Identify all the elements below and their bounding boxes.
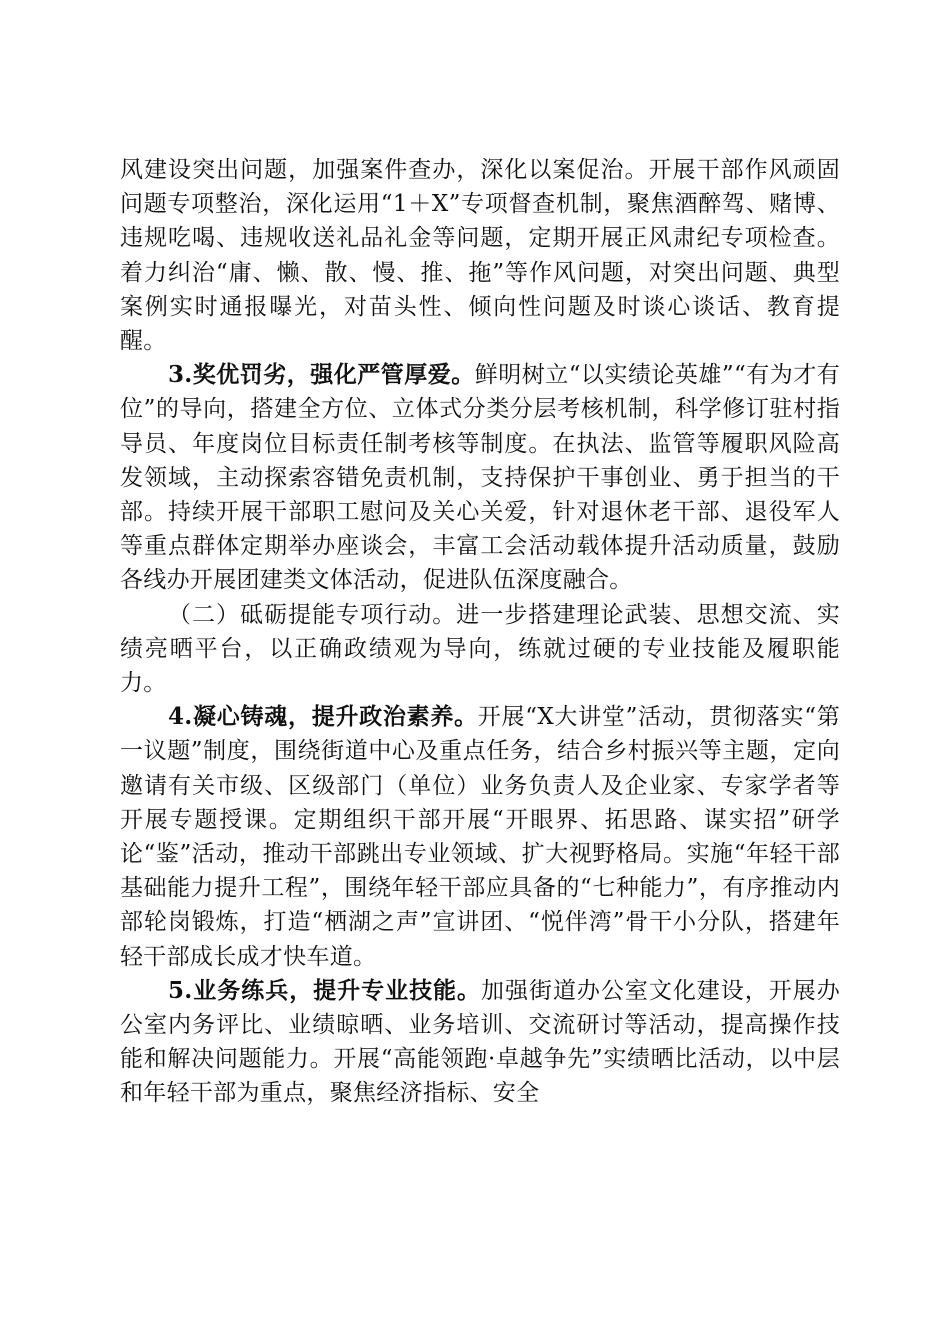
- paragraph-item-3: [120, 358, 840, 597]
- item-3-heading: 3.奖优罚劣，强化严管厚爱。: [168, 361, 475, 389]
- paragraph-item-5: [120, 974, 840, 1111]
- item-4-body: 开展“X大讲堂”活动，贯彻落实“第一议题”制度，围绕街道中心及重点任务，结合乡村振兴等主题，定向邀请有关市级、区级部门（单位）业务负责人及企业家、专家学者等开展专题授课。定期组织干部开展“开眼界、拓思路、谋实招”研学论“鉴”活动，推动干部跳出专业领域、扩大视野格局。实施“年轻干部基础能力提升工程”，围绕年轻干部应具备的“七种能力”，有序推动内部轮岗锻炼，打造“栖湖之声”宣讲团、“悦伴湾”骨干小分队，搭建年轻干部成长成才快车道。: [120, 704, 840, 970]
- section-heading-2: （二）砥砺提能专项行动。进一步搭建理论武装、思想交流、实绩亮晒平台，以正确政绩观为导向，练就过硬的专业技能及履职能力。: [120, 601, 840, 697]
- document-body: [120, 153, 840, 1111]
- item-5-heading: 5.业务练兵，提升专业技能。: [168, 976, 482, 1004]
- item-5-body: 加强街道办公室文化建设，开展办公室内务评比、业绩晾晒、业务培训、交流研讨等活动，提高操作技能和解决问题能力。开展“高能领跑·卓越争先”实绩晒比活动，以中层和年轻干部为重点，聚焦经济指标、安全: [120, 977, 840, 1107]
- item-4-heading: 4.凝心铸魂，提升政治素养。: [168, 703, 478, 731]
- paragraph-item-4: [120, 700, 840, 974]
- item-3-body: 鲜明树立“以实绩论英雄”“有为才有位”的导向，搭建全方位、立体式分类分层考核机制，科学修订驻村指导员、年度岗位目标责任制考核等制度。在执法、监管等履职风险高发领域，主动探索容错免责机制，支持保护干事创业、勇于担当的干部。持续开展干部职工慰问及关心关爱，针对退休老干部、退役军人等重点群体定期举办座谈会，丰富工会活动载体提升活动质量，鼓励各线办开展团建类文体活动，促进队伍深度融合。: [120, 362, 841, 594]
- paragraph-continuation: 风建设突出问题，加强案件查办，深化以案促治。开展干部作风顽固问题专项整治，深化运用“1＋X”专项督查机制，聚焦酒醉驾、赌博、违规吃喝、违规收送礼品礼金等问题，定期开展正风肃纪专项检查。着力纠治“庸、懒、散、慢、推、拖”等作风问题，对突出问题、典型案例实时通报曝光，对苗头性、倾向性问题及时谈心谈话、教育提醒。: [120, 157, 840, 355]
